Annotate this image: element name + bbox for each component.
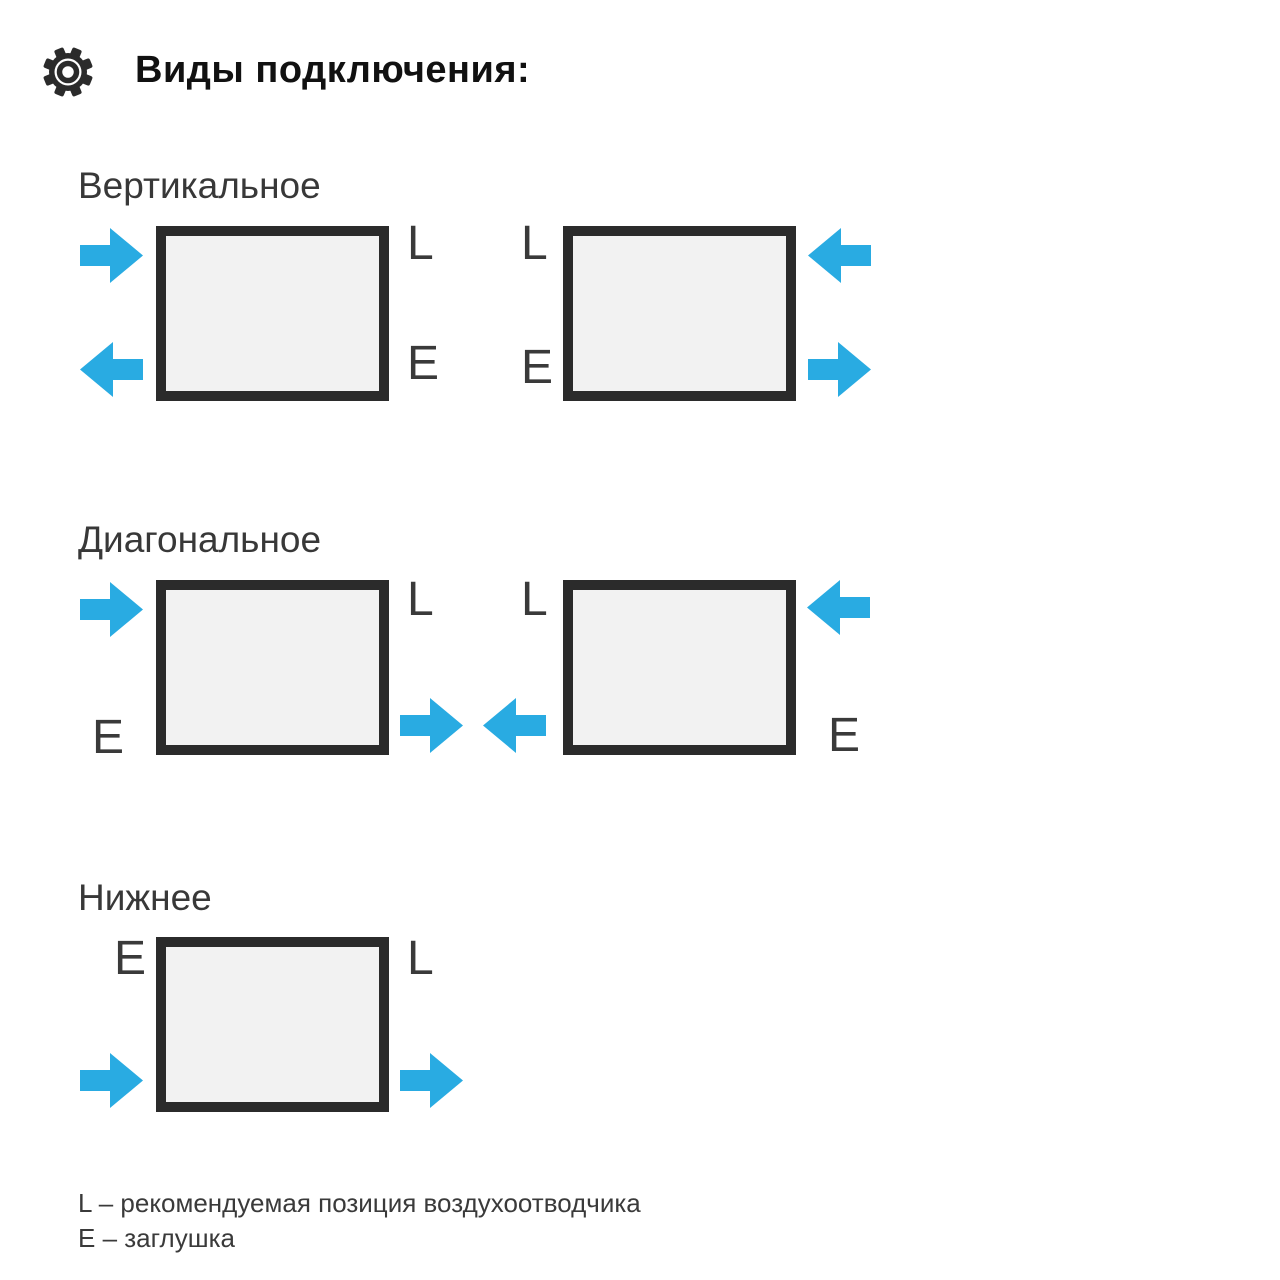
radiator <box>563 580 796 755</box>
diagram-bottom <box>114 932 434 1112</box>
section-label-diagonal: Диагональное <box>78 519 322 560</box>
radiator <box>156 937 389 1112</box>
port-label: L <box>407 573 434 626</box>
arrow-left-icon <box>807 580 870 635</box>
arrow-right-icon <box>400 1053 463 1108</box>
port-label: E <box>114 932 147 985</box>
legend-line-plug: E – заглушка <box>78 1223 235 1253</box>
port-label: E <box>521 341 554 394</box>
diagram-diagonal-right <box>521 573 861 762</box>
arrow-right-icon <box>400 698 463 753</box>
page-title: Виды подключения: <box>135 49 531 91</box>
arrow-left-icon <box>80 342 143 397</box>
port-label: L <box>407 217 434 270</box>
gear-icon <box>42 46 94 98</box>
radiator <box>156 580 389 755</box>
arrow-left-icon <box>808 228 871 283</box>
legend-line-air-vent: L – рекомендуемая позиция воздухоотводчика <box>78 1188 641 1218</box>
port-label: E <box>92 711 125 764</box>
section-label-vertical: Вертикальное <box>78 165 321 206</box>
diagram-diagonal-left <box>92 573 434 764</box>
port-label: L <box>521 573 548 626</box>
section-label-bottom: Нижнее <box>78 877 212 918</box>
radiator <box>563 226 796 401</box>
arrow-right-icon <box>80 582 143 637</box>
diagram-vertical-left <box>156 217 440 401</box>
port-label: E <box>828 709 861 762</box>
port-label: L <box>407 932 434 985</box>
port-label: E <box>407 337 440 390</box>
diagram-vertical-right <box>521 217 796 401</box>
arrow-right-icon <box>808 342 871 397</box>
arrow-right-icon <box>80 228 143 283</box>
arrow-right-icon <box>80 1053 143 1108</box>
arrow-left-icon <box>483 698 546 753</box>
legend <box>78 1186 641 1256</box>
port-label: L <box>521 217 548 270</box>
radiator <box>156 226 389 401</box>
